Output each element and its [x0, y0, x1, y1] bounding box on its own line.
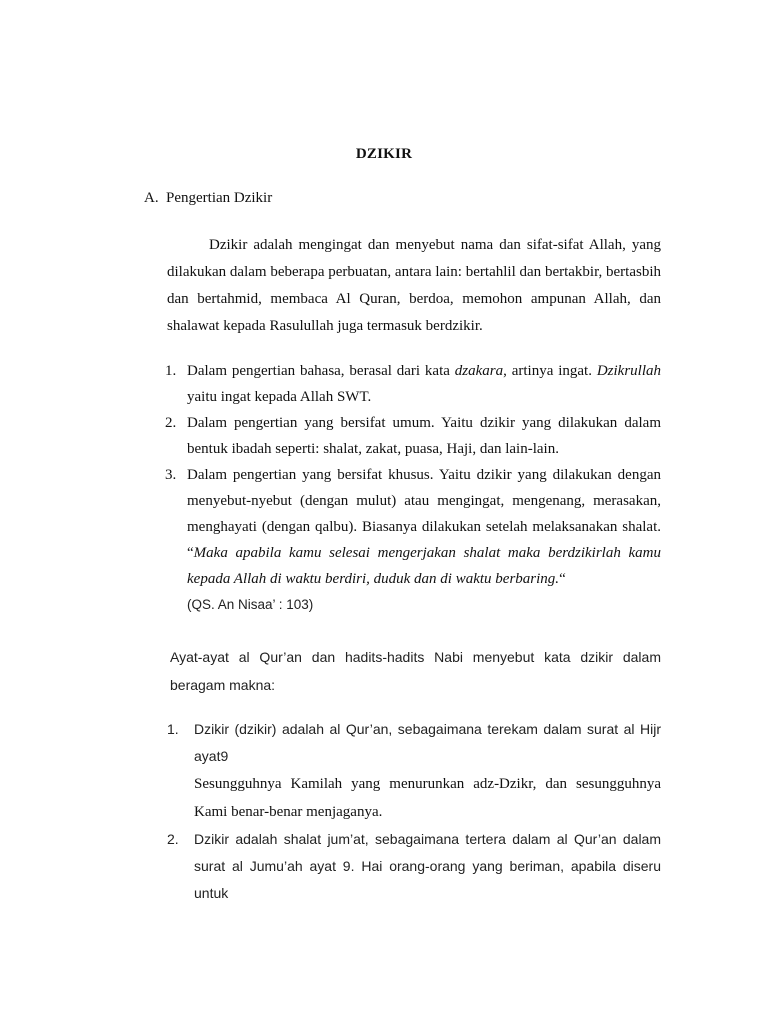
list-item [165, 358, 661, 410]
list-number: 3. [165, 467, 177, 483]
italic-term: Dzikrullah [596, 363, 662, 379]
list-text: yaitu ingat kepada Allah SWT. [187, 389, 372, 405]
definition-list [165, 358, 661, 618]
list-number: 2. [167, 831, 179, 847]
list-text: Dalam pengertian yang bersifat umum. Yaitu dzikir yang dilakukan dalam bentuk ibadah seperti: shalat, zakat, puasa, Haji, dan lain-lain. [187, 415, 661, 457]
quote-open-mark: “ [187, 545, 194, 561]
list-text: , artinya ingat. [503, 363, 597, 379]
list-number: 2. [165, 415, 177, 431]
quote-close-mark: “ [559, 571, 566, 587]
verse-translation: Sesungguhnya Kamilah yang menurunkan adz-Dzikr, dan sesungguhnya Kami benar-benar menjaganya. [194, 776, 661, 820]
quran-quote: Maka apabila kamu selesai mengerjakan shalat maka berdzikirlah kamu kepada Allah di waktu berdiri, duduk dan di waktu berbaring. [187, 545, 661, 587]
italic-term: dzakara [454, 363, 504, 379]
list-number: 1. [167, 721, 179, 737]
list-text: Dalam pengertian bahasa, berasal dari kata [187, 363, 455, 379]
list-item [165, 462, 661, 618]
page-title: DZIKIR [355, 146, 413, 162]
list-text: Dzikir adalah shalat jum’at, sebagaimana tertera dalam al Qur’an dalam surat al Jumu’ah ayat 9. Hai orang-orang yang beriman, apabila diseru untuk [194, 831, 661, 901]
meanings-intro-paragraph: Ayat-ayat al Qur’an dan hadits-hadits Nabi menyebut kata dzikir dalam beragam makna: [170, 649, 661, 693]
section-letter: A. [144, 190, 159, 206]
intro-paragraph: Dzikir adalah mengingat dan menyebut nama dan sifat-sifat Allah, yang dilakukan dalam beberapa perbuatan, antara lain: bertahlil dan bertakbir, bertasbih dan bertahmid, membaca Al Quran, berdoa, memohon ampunan Allah, dan shalawat kepada Rasulullah juga termasuk berdzikir. [167, 237, 661, 334]
quote-reference: (QS. An Nisaa’ : 103) [187, 597, 314, 612]
meanings-list [167, 716, 661, 907]
section-heading [144, 190, 272, 207]
list-text: Dzikir (dzikir) adalah al Qur’an, sebagaimana terekam dalam surat al Hijr ayat9 [194, 721, 661, 764]
list-text: Dalam pengertian yang bersifat khusus. Yaitu dzikir yang dilakukan dengan menyebut-nyebut (dengan mulut) atau mengingat, mengenang, merasakan, menghayati (dengan qalbu). Biasanya dilakukan setelah melaksanakan shalat. [187, 467, 661, 535]
section-heading-text: Pengertian Dzikir [166, 190, 273, 206]
list-number: 1. [165, 363, 177, 379]
list-item [167, 716, 661, 826]
list-item [167, 826, 661, 907]
list-item [165, 410, 661, 462]
